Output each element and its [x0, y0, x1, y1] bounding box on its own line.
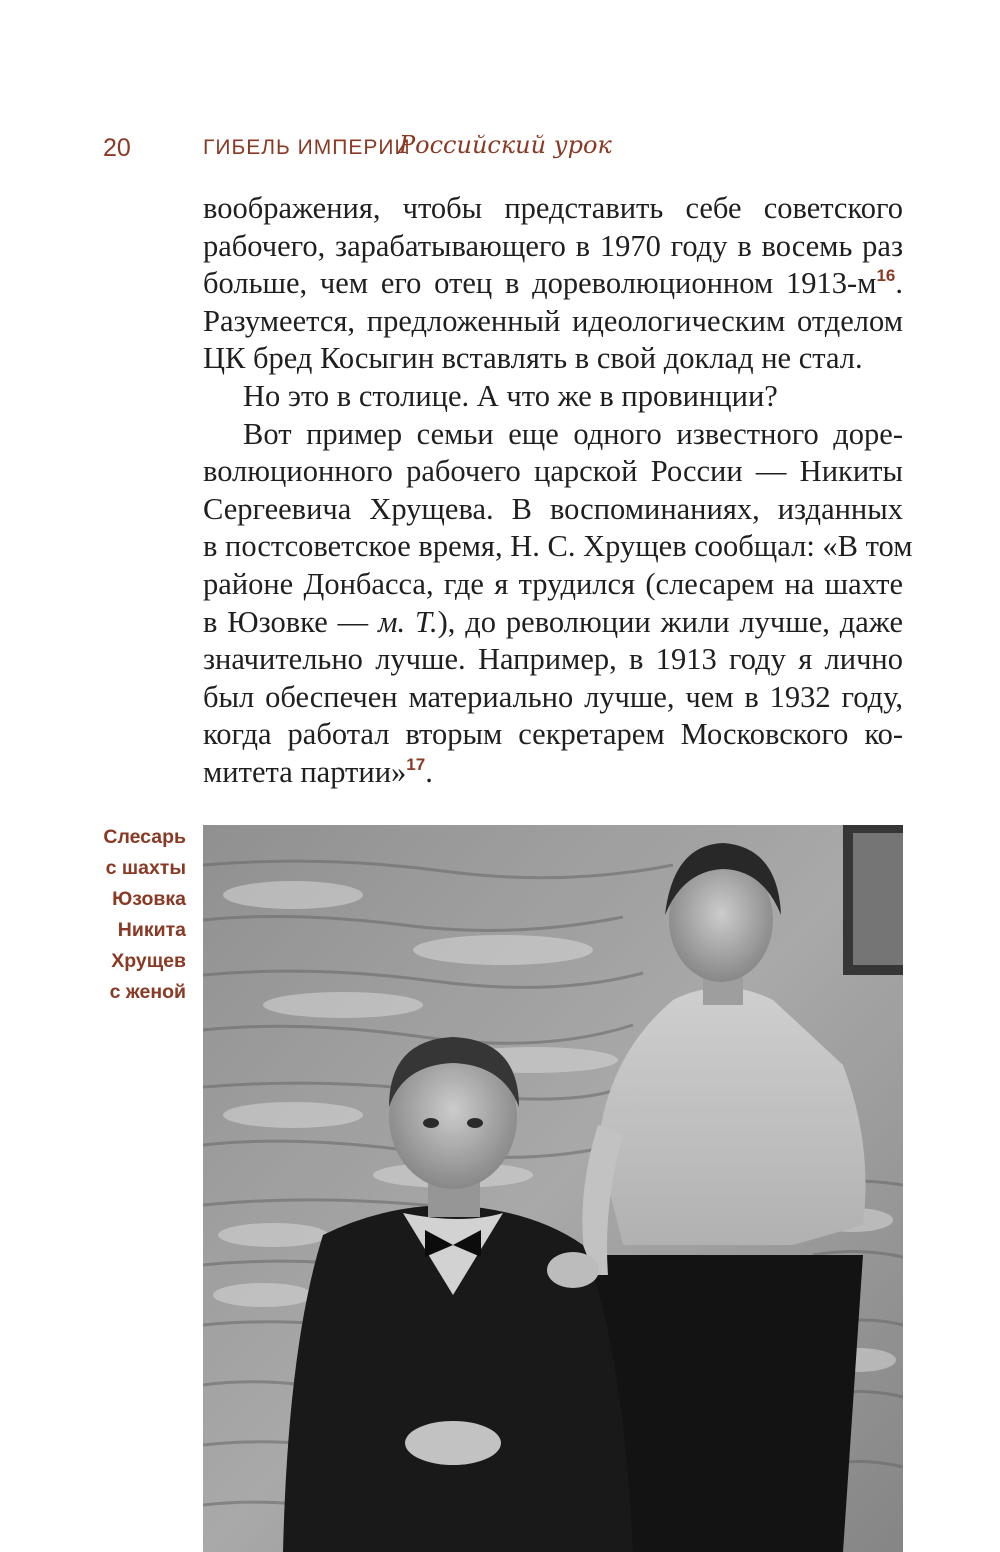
page-number: 20 [103, 134, 131, 162]
text-line: Но это в столице. А что же в провинции? [243, 378, 778, 413]
historical-photo [203, 825, 903, 1552]
caption-line: Хрущев [111, 950, 186, 972]
text-line: рабочего, зарабатывающего в 1970 году в восемь раз [203, 228, 903, 263]
text-line: митета партии»$^{17}$. [203, 754, 433, 789]
caption-line: Юзовка [112, 888, 186, 910]
caption-line: Слесарь [103, 826, 186, 848]
book-title: ГИБЕЛЬ ИМПЕРИИ [203, 136, 411, 159]
text-line: волюционного рабочего царской России — Никиты [203, 454, 903, 489]
caption-line: с шахты [105, 857, 186, 879]
text-line: в Юзовке — м. Т.), до революции жили лучше, даже [203, 604, 903, 639]
photo-caption [60, 822, 186, 1008]
footnote-ref-16[interactable]: 16 [876, 266, 896, 286]
photo-illustration [203, 825, 903, 1552]
caption-line: с женой [109, 981, 186, 1003]
body-text [203, 190, 913, 792]
text-line: больше, чем его отец в дореволюционном 1913-м$^{16}$. [203, 266, 903, 301]
text-line: районе Донбасса, где я трудился (слесарем на шахте [203, 566, 903, 601]
author-note: м. Т. [377, 604, 438, 639]
text-line: в постсоветское время, Н. С. Хрущев сообщал: «В том [203, 529, 913, 564]
running-head [103, 128, 663, 172]
text-line: когда работал вторым секретарем Московского ко- [203, 717, 903, 752]
text-line: Сергеевича Хрущева. В воспоминаниях, изданных [203, 491, 903, 526]
text-line: ЦК бред Косыгин вставлять в свой доклад не стал. [203, 341, 863, 376]
text-line: воображения, чтобы представить себе советского [203, 191, 903, 225]
text-line: Вот пример семьи еще одного известного доре- [243, 416, 903, 451]
text-line: был обеспечен материально лучше, чем в 1932 году, [203, 679, 903, 714]
caption-line: Никита [117, 919, 186, 941]
book-subtitle: Российский урок [399, 131, 612, 159]
text-line: значительно лучше. Например, в 1913 году я лично [203, 642, 903, 677]
text-line: Разумеется, предложенный идеологическим отделом [203, 303, 903, 338]
footnote-ref-17[interactable]: 17 [406, 754, 426, 774]
